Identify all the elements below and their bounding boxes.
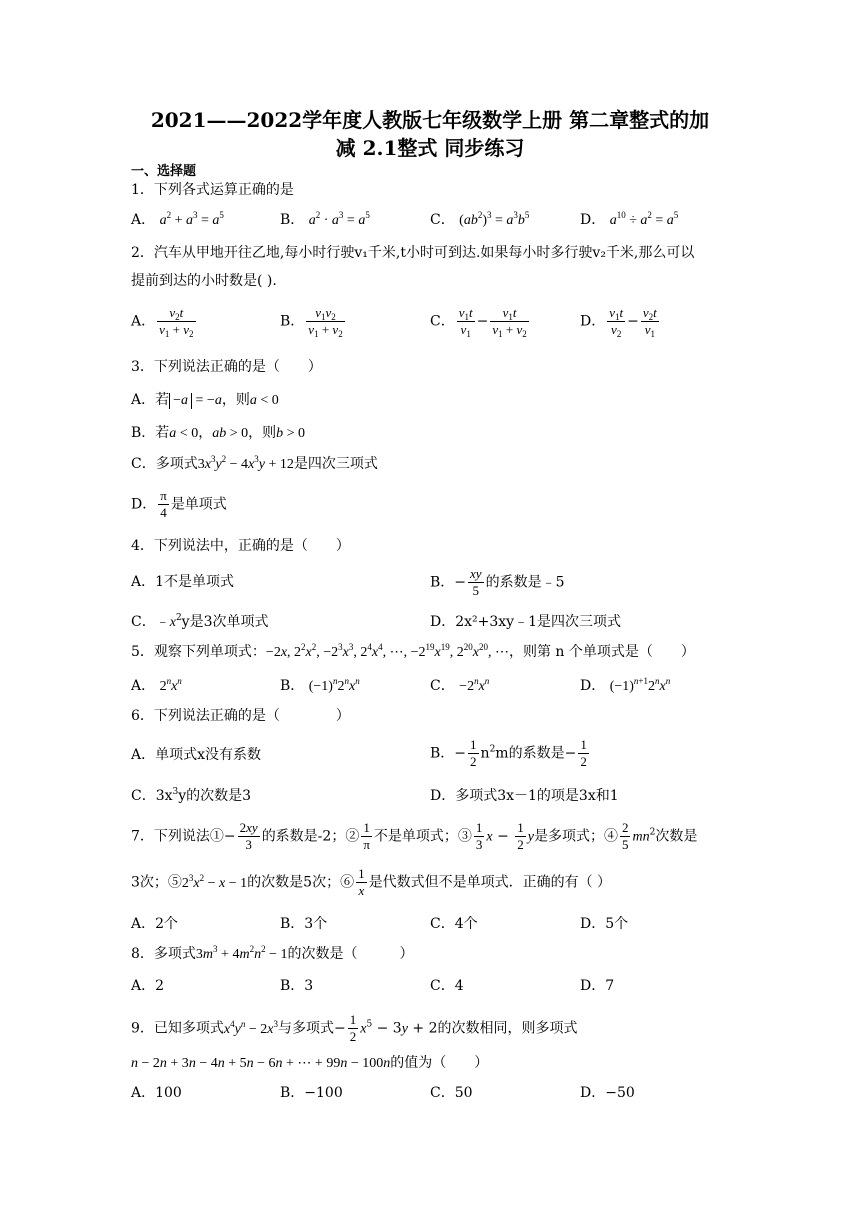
q9-stem-line-2: n − 2n + 3n − 4n + 5n − 6n + ⋯ + 99n − 100n的值为（ ） (131, 1055, 489, 1071)
q1-option-c: C． $(ab^2)^3 = a^3b^5$ (430, 210, 530, 228)
q2-option-c: C． $\frac{v_1t}{v_1}$ − $\frac{v_1t}{v_1 + v_2}$ (430, 305, 527, 339)
q2-stem-line-2: 提前到达的小时数是( ). (131, 273, 277, 289)
q7-option-d: D．5个 (580, 916, 629, 932)
q6-option-c: C．$3x^3y$的次数是3 (131, 787, 252, 804)
q1-option-d: D． $a^{10} \div a^2 = a^5$ (580, 210, 679, 228)
q2-option-b: B． $\frac{v_1v_2}{v_1 + v_2}$ (280, 305, 343, 339)
q5-option-c: C． $-2^nx^n$ (430, 676, 490, 694)
q5-option-b: B． $(-1)^n2^nx^n$ (280, 676, 360, 694)
q9-option-c: C．50 (430, 1085, 473, 1101)
q3-option-c: C．多项式$3x^3y^2 - 4x^3y + 12$是四次三项式 (131, 454, 378, 472)
q3-option-d: D． $\frac{\pi}{4}$ 是单项式 (131, 488, 227, 520)
q6-option-d: D．多项式3x－1的项是3x和1 (430, 788, 619, 804)
q5-option-a: A． $2^nx^n$ (131, 676, 182, 694)
q3-option-a: A．若 −a = −a，则a < 0 (131, 392, 279, 408)
q8-option-b: B．3 (280, 978, 314, 994)
q4-option-d: D．2x²+3xy﹣1是四次三项式 (430, 614, 621, 630)
q4-option-a: A．1不是单项式 (131, 574, 235, 590)
q7-option-c: C．4个 (430, 916, 478, 932)
q1-stem: 1．下列各式运算正确的是 (131, 182, 294, 198)
q4-option-b: B．− $\frac{xy}{5}$ 的系数是﹣5 (430, 566, 565, 598)
q9-option-a: A．100 (131, 1085, 182, 1101)
q9-option-b: B．−100 (280, 1085, 343, 1101)
q4-stem: 4．下列说法中，正确的是（ ） (131, 538, 350, 554)
q1-option-b: B． $a^2 \cdot a^3 = a^5$ (280, 210, 370, 228)
q9-option-d: D．−50 (580, 1085, 635, 1101)
q7-option-a: A．2个 (131, 916, 179, 932)
q7-stem-line-2: 3次；$⑤2^3x^2 - x - 1$的次数是5次；⑥ $\frac{1}{x}$ 是代数式但不是单项式．正确的有（ ） (131, 866, 612, 898)
title-line-2: 减 2.1整式 同步练习 (335, 136, 525, 160)
q3-stem: 3．下列说法正确的是（ ） (131, 359, 322, 375)
q8-option-c: C．4 (430, 978, 464, 994)
q2-option-a: A． $\frac{v_2t}{v_1 + v_2}$ (131, 305, 194, 339)
q6-option-a: A．单项式x没有系数 (131, 747, 262, 763)
q1-option-a: A． $a^2 + a^3 = a^5$ (131, 210, 224, 228)
q8-stem: 8．多项式$3m^3 + 4m^2n^2 - 1$的次数是（ ） (131, 944, 414, 962)
q3-option-b: B．若a < 0，ab > 0，则b > 0 (131, 425, 306, 441)
q2-stem-line-1: 2．汽车从甲地开往乙地,每小时行驶v₁千米,t小时可到达.如果每小时多行驶v₂千米,那么可以 (131, 245, 695, 261)
title-line-1: 2021——2022学年度人教版七年级数学上册 第二章整式的加 (150, 108, 710, 132)
q5-stem: 5．观察下列单项式：−2x, $2^2x^2$, $-2^3x^3$, $2^4x^4$, ⋯, $-2^{19}x^{19}$, $2^{20}x^{20}$, ⋯，则第 n 个单项式是（ ） (131, 642, 695, 660)
q7-stem-line-1: 7．下列说法①− $\frac{2xy}{3}$ 的系数是-2；② $\frac{1}{\pi}$ 不是单项式；③ $\frac{1}{3}$ x − $\frac{1}{2}$ y是多项式；④ $\frac{2}{5}$ $mn^2$次数是 (131, 820, 698, 852)
q9-stem-line-1: 9．已知多项式$x^4y^n - 2x^3$与多项式− $\frac{1}{2}$ $x^5 - 3y + 2$的次数相同，则多项式 (131, 1012, 578, 1044)
q5-option-d: D． $(-1)^{n+1}2^nx^n$ (580, 676, 671, 694)
q8-option-d: D．7 (580, 978, 615, 994)
q2-option-d: D． $\frac{v_1t}{v_2}$ − $\frac{v_2t}{v_1}$ (580, 305, 657, 339)
q7-option-b: B．3个 (280, 916, 328, 932)
q4-option-c: C．$﹣x^2y$是3次单项式 (131, 613, 269, 630)
q6-option-b: B．− $\frac{1}{2}$ $n^2m$的系数是− $\frac{1}{2}$ (430, 737, 587, 769)
section-heading: 一、选择题 (131, 164, 197, 179)
q8-option-a: A．2 (131, 978, 165, 994)
q6-stem: 6．下列说法正确的是（ ） (131, 708, 350, 724)
